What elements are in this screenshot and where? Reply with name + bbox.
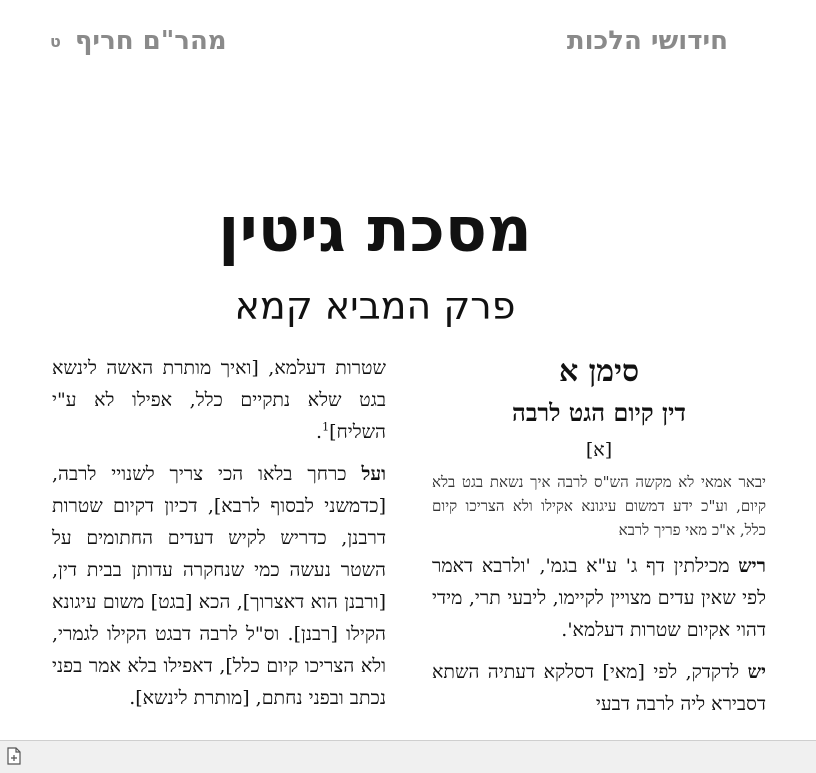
left-column xyxy=(52,352,386,714)
page-number: ט xyxy=(50,32,61,51)
paragraph-end: . xyxy=(316,421,323,443)
ot-marker: [א] xyxy=(585,439,613,461)
din-heading: דין קיום הגט לרבה xyxy=(512,398,686,427)
footnote-marker[interactable]: 1 xyxy=(322,420,330,434)
lead-word: יש xyxy=(747,661,766,683)
paragraph xyxy=(52,458,386,714)
right-column xyxy=(432,352,766,720)
paragraph-text: מכילתין דף ג' ע"א בגמ', 'ולרבא דאמר לפי שאין עדים מצויין לקיימו, ליבעי תרי, מידי דהוי אקיום שטרות דעלמא'. xyxy=(432,555,766,641)
chapter-title: פרק המביא קמא xyxy=(234,284,516,328)
paragraph-text: לדקדק, לפי [מאי] דסלקא דעתיה השתא דסבירא ליה לרבה דבעי xyxy=(432,661,766,715)
paragraph-text: שטרות דעלמא, [ואיך מותרת האשה לינשא בגט שלא נתקיים כלל, אפילו לא ע"י השליח] xyxy=(52,357,386,443)
header-left xyxy=(50,26,227,56)
paragraph xyxy=(432,550,766,646)
header-book-title: מהר"ם חריף xyxy=(74,26,227,56)
paragraph xyxy=(52,352,386,448)
siman-heading: סימן א xyxy=(558,354,640,389)
paragraph-text: כרחך בלאו הכי צריך לשנויי לרבה, [כדמשני לבסוף לרבא], דכיון דקיום שטרות דרבנן, כדריש לקיש דעדים החתומים על השטר נעשה כמי שנחקרה עדותן בבית דין, [ורבנן הוא דאצרוך], הכא [בגט] משום עיגונא הקילו [רבנן]. וס"ל לרבה דבגט הקילו לגמרי, ולא הצריכו קיום כלל], דאפילו בלא אמר בפני נכתב ובפני נחתם, [מותרת לינשא]. xyxy=(52,463,386,709)
paragraph xyxy=(432,656,766,720)
document-icon[interactable] xyxy=(4,746,24,766)
status-bar xyxy=(0,740,816,773)
lead-word: ועל xyxy=(361,463,386,485)
header-right-title: חידושי הלכות xyxy=(566,26,728,56)
page-header xyxy=(0,26,816,62)
lead-word: ריש xyxy=(738,555,766,577)
section-summary: יבאר אמאי לא מקשה הש"ס לרבה איך נשאת בגט בלא קיום, וע"כ ידע דמשום עיגונא אקילו ולא הצריכו קיום כלל, א"כ מאי פריך לרבא xyxy=(432,473,766,539)
tractate-title: מסכת גיטין xyxy=(218,193,532,266)
